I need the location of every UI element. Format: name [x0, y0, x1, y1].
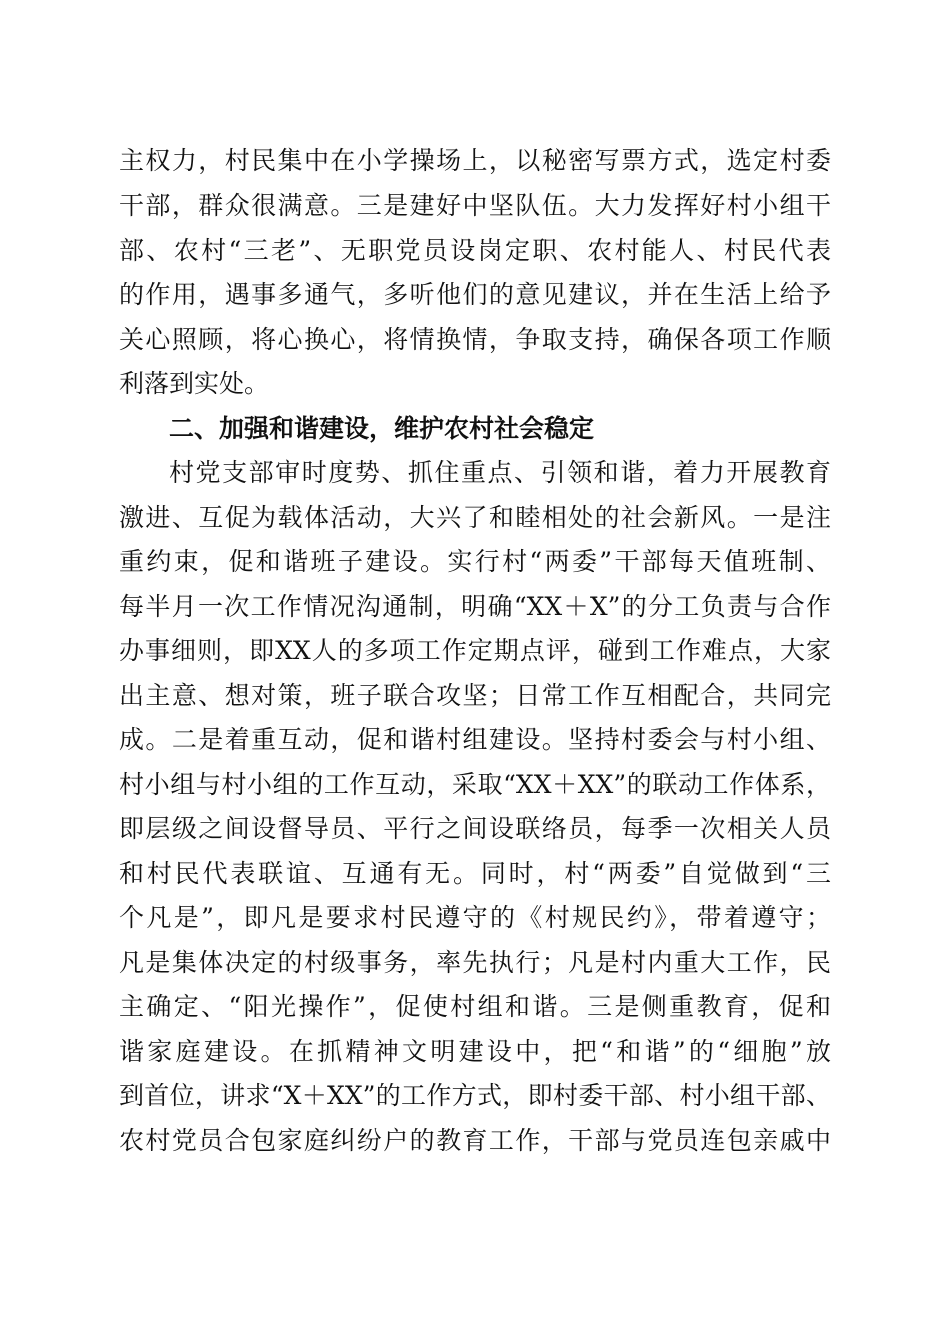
text-line: 凡是集体决定的村级事务，率先执行；凡是村内重大工作，民 — [119, 948, 831, 977]
section-heading: 二、加强和谐建设，维护农村社会稳定 — [169, 414, 595, 443]
text-line: 农村党员合包家庭纠纷户的教育工作，干部与党员连包亲戚中 — [119, 1126, 831, 1155]
text-line: 个凡是”，即凡是要求村民遵守的《村规民约》，带着遵守； — [119, 903, 831, 932]
text-line: 出主意、想对策，班子联合攻坚；日常工作互相配合，共同完 — [119, 681, 831, 710]
text-line: 主权力，村民集中在小学操场上，以秘密写票方式，选定村委 — [119, 146, 831, 175]
text-line: 村小组与村小组的工作互动，采取“XX＋XX”的联动工作体系， — [119, 770, 831, 799]
text-line: 重约束，促和谐班子建设。实行村“两委”干部每天值班制、 — [119, 547, 831, 576]
text-line: 的作用，遇事多通气，多听他们的意见建议，并在生活上给予 — [119, 280, 831, 309]
text-line: 主确定、“阳光操作”，促使村组和谐。三是侧重教育，促和 — [119, 992, 831, 1021]
text-line: 部、农村“三老”、无职党员设岗定职、农村能人、村民代表 — [119, 236, 831, 265]
text-line: 即层级之间设督导员、平行之间设联络员，每季一次相关人员 — [119, 814, 831, 843]
text-line: 谐家庭建设。在抓精神文明建设中，把“和谐”的“细胞”放 — [119, 1037, 831, 1066]
text-line: 关心照顾，将心换心，将情换情，争取支持，确保各项工作顺 — [119, 325, 831, 354]
text-line: 成。二是着重互动，促和谐村组建设。坚持村委会与村小组、 — [119, 725, 831, 754]
text-line: 利落到实处。 — [119, 369, 270, 398]
text-line: 干部，群众很满意。三是建好中坚队伍。大力发挥好村小组干 — [119, 191, 831, 220]
text-line: 每半月一次工作情况沟通制，明确“XX＋X”的分工负责与合作 — [119, 592, 831, 621]
text-line: 村党支部审时度势、抓住重点、引领和谐，着力开展教育 — [169, 458, 831, 487]
text-line: 和村民代表联谊、互通有无。同时，村“两委”自觉做到“三 — [119, 859, 831, 888]
text-line: 到首位，讲求“X＋XX”的工作方式，即村委干部、村小组干部、 — [119, 1081, 831, 1110]
text-line: 办事细则，即XX人的多项工作定期点评，碰到工作难点，大家 — [119, 636, 831, 665]
text-line: 激进、互促为载体活动，大兴了和睦相处的社会新风。一是注 — [119, 503, 831, 532]
